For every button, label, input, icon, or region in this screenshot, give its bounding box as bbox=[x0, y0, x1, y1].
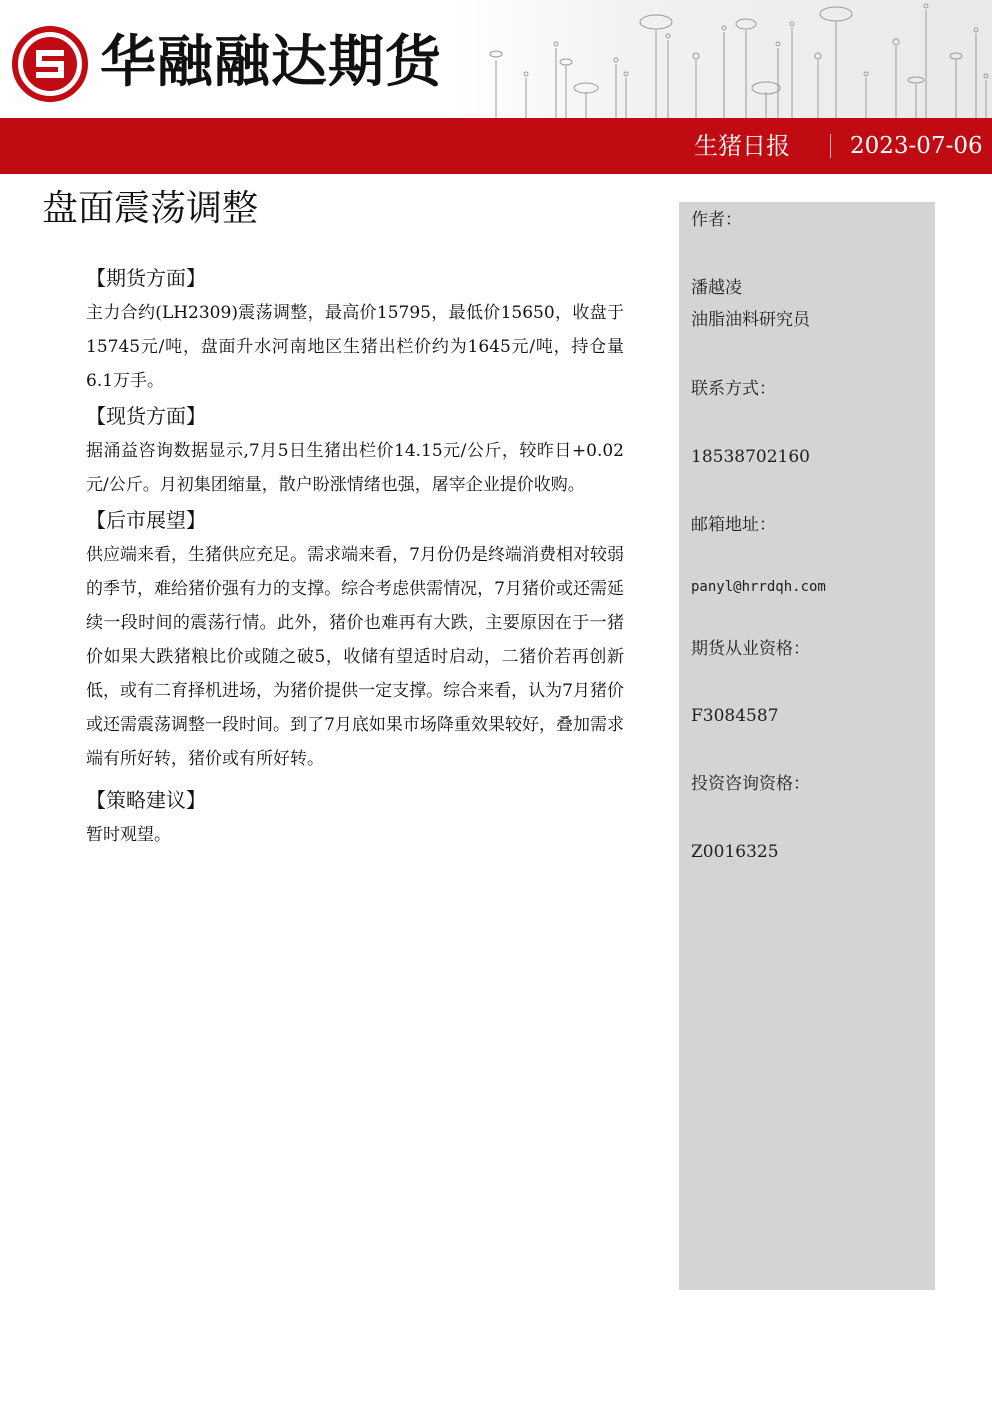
decorative-circles-graphic bbox=[456, 0, 992, 118]
investment-qualification-number: Z0016325 bbox=[691, 842, 779, 862]
section-heading-strategy: 【策略建议】 bbox=[86, 788, 206, 812]
report-date: 2023-07-06 bbox=[850, 133, 983, 159]
email-address[interactable]: panyl@hrrdqh.com bbox=[691, 579, 826, 595]
author-label: 作者： bbox=[691, 210, 742, 230]
phone-number: 18538702160 bbox=[691, 447, 810, 467]
company-name: 华融融达期货 bbox=[100, 30, 442, 95]
futures-qualification-label: 期货从业资格： bbox=[691, 639, 810, 659]
page-title: 盘面震荡调整 bbox=[42, 188, 259, 229]
company-logo-icon bbox=[12, 26, 88, 102]
contact-label: 联系方式： bbox=[691, 379, 776, 399]
author-sidebar bbox=[679, 202, 935, 1290]
section-heading-outlook: 【后市展望】 bbox=[86, 508, 206, 532]
futures-qualification-number: F3084587 bbox=[691, 706, 779, 726]
section-heading-spot: 【现货方面】 bbox=[86, 404, 206, 428]
email-label: 邮箱地址： bbox=[691, 515, 776, 535]
page-header bbox=[0, 0, 992, 118]
section-body-strategy: 暂时观望。 bbox=[86, 825, 171, 845]
header-red-bar bbox=[0, 118, 992, 174]
report-type: 生猪日报 bbox=[694, 132, 790, 160]
investment-qualification-label: 投资咨询资格： bbox=[691, 774, 810, 794]
author-title: 油脂油料研究员 bbox=[691, 310, 810, 330]
section-body-spot: 据涌益咨询数据显示,7月5日生猪出栏价14.15元/公斤，较昨日+0.02元/公斤。月初集团缩量，散户盼涨情绪也强，屠宰企业提价收购。 bbox=[86, 441, 624, 495]
section-heading-futures: 【期货方面】 bbox=[86, 266, 206, 290]
header-decoration bbox=[456, 0, 992, 118]
author-name: 潘越凌 bbox=[691, 278, 742, 298]
section-body-outlook: 供应端来看，生猪供应充足。需求端来看，7月份仍是终端消费相对较弱的季节，难给猪价强有力的支撑。综合考虑供需情况，7月猪价或还需延续一段时间的震荡行情。此外，猪价也难再有大跌，主要原因在于一猪价如果大跌猪粮比价或随之破5，收储有望适时启动，二猪价若再创新低，或有二育择机进场，为猪价提供一定支撑。综合来看，认为7月猪价或还需震荡调整一段时间。到了7月底如果市场降重效果较好，叠加需求端有所好转，猪价或有所好转。 bbox=[86, 545, 624, 769]
section-body-futures: 主力合约(LH2309)震荡调整，最高价15795，最低价15650，收盘于15745元/吨，盘面升水河南地区生猪出栏价约为1645元/吨，持仓量6.1万手。 bbox=[86, 303, 624, 391]
report-body bbox=[86, 262, 624, 852]
header-separator bbox=[830, 134, 831, 158]
